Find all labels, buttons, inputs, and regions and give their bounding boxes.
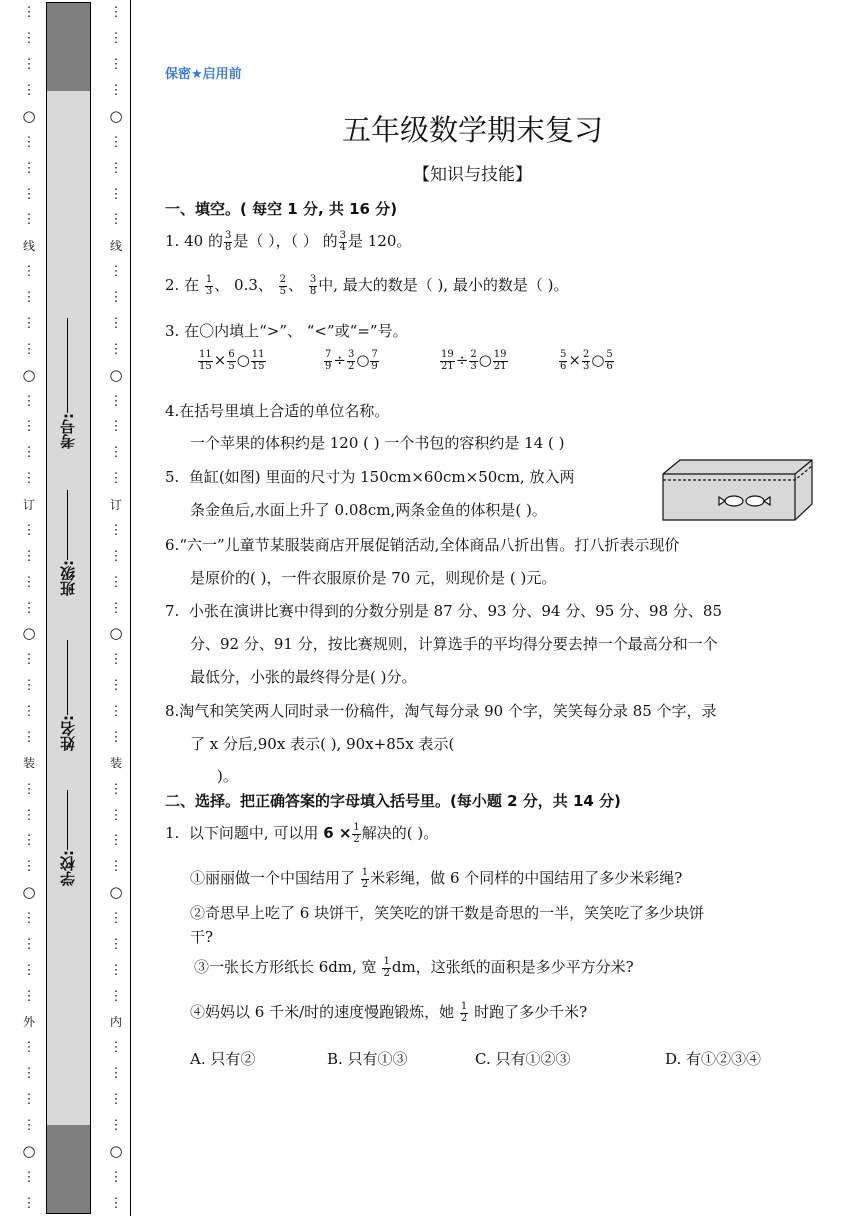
question-8: 8.淘气和笑笑两人同时录一份稿件，淘气每分录 90 个字，笑笑每分录 85 个字，录 bbox=[165, 702, 717, 720]
compare-expr-3: $\frac{19}{21}$ ÷ $\frac{2}{3}$ ○ $\frac{19}{21}$ bbox=[441, 349, 507, 372]
binding-char: 外 bbox=[22, 1015, 35, 1030]
compare-expr-1: $\frac{11}{15}$ × $\frac{6}{5}$ ○ $\frac{11}{15}$ bbox=[199, 349, 265, 372]
option-3: ③一张长方形纸长 6dm, 宽 $\frac{1}{2}$ dm，这张纸的面积是多少平方分米? bbox=[194, 956, 634, 979]
secret-label: 保密★启用前 bbox=[165, 67, 242, 82]
question-7: 7. 小张在演讲比赛中得到的分数分别是 87 分、93 分、94 分、95 分、98 分、85 bbox=[165, 602, 722, 620]
binding-char: 线 bbox=[109, 238, 122, 253]
question-1: 1. 40 的 $\frac{3}{8}$ 是（ ），（ ） 的 $\frac{3}{4}$ 是 120。 bbox=[165, 230, 412, 253]
section2-heading: 二、选择。把正确答案的字母填入括号里。(每小题 2 分，共 14 分) bbox=[165, 792, 621, 810]
option-2: ②奇思早上吃了 6 块饼干，笑笑吃的饼干数是奇思的一半，笑笑吃了多少块饼 bbox=[190, 904, 705, 922]
question-6-line2: 是原价的( )，一件衣服原价是 70 元，则现价是 ( )元。 bbox=[190, 569, 557, 587]
question-3: 3. 在〇内填上“>”、 “<”或“=”号。 bbox=[165, 322, 408, 340]
compare-expr-4: $\frac{5}{6}$ × $\frac{2}{3}$ ○ $\frac{5}{6}$ bbox=[560, 349, 613, 372]
question-8-line3: )。 bbox=[217, 767, 238, 785]
section1-heading: 一、填空。( 每空 1 分, 共 16 分) bbox=[165, 200, 398, 218]
compare-expr-2: $\frac{7}{9}$ ÷ $\frac{3}{2}$ ○ $\frac{7}{9}$ bbox=[325, 349, 378, 372]
question-2: 2. 在 $\frac{1}{3}$ 、 0.3、 $\frac{2}{5}$ 、 $\frac{3}{8}$ 中, 最大的数是（ ), 最小的数是（ )。 bbox=[165, 274, 569, 297]
page-subtitle: 【知识与技能】 bbox=[413, 165, 532, 185]
class-field[interactable]: 班级: bbox=[46, 490, 89, 615]
question-5-line2: 条金鱼后,水面上升了 0.08cm,两条金鱼的体积是( )。 bbox=[190, 501, 547, 519]
choice-d[interactable]: D. 有①②③④ bbox=[665, 1050, 762, 1068]
binding-char: 内 bbox=[109, 1015, 122, 1030]
option-1: ①丽丽做一个中国结用了 $\frac{1}{2}$ 米彩绳，做 6 个同样的中国结用了多少米彩绳? bbox=[190, 867, 683, 890]
choice-b[interactable]: B. 只有①③ bbox=[327, 1050, 408, 1068]
option-2-line2: 干? bbox=[190, 928, 214, 946]
exam-number-field[interactable]: 考号: bbox=[46, 318, 89, 468]
question-5: 5. 鱼缸(如图) 里面的尺寸为 150cm×60cm×50cm, 放入两 bbox=[165, 468, 575, 486]
page-title: 五年级数学期末复习 bbox=[341, 113, 603, 147]
outer-dot-column: ⋮ ⋮ ⋮ ⋮ ○ ⋮ ⋮ ⋮ ⋮ 线 ⋮ ⋮ ⋮ ⋮ ○ ⋮ ⋮ ⋮ ⋮ 订 ⋮ ⋮ ⋮ ⋮ ○ ⋮ ⋮ ⋮ ⋮ 装 ⋮ ⋮ ⋮ ⋮ ○ ⋮ ⋮ ⋮ ⋮ 外 ⋮ ⋮ ⋮ ⋮ ○ ⋮ ⋮ bbox=[22, 5, 36, 1211]
choice-c[interactable]: C. 只有①②③ bbox=[475, 1050, 571, 1068]
question-4: 4.在括号里填上合适的单位名称。 bbox=[165, 402, 390, 420]
s2-question-1: 1. 以下问题中, 可以用 6 × $\frac{1}{2}$ 解决的( )。 bbox=[165, 822, 439, 845]
binding-char: 订 bbox=[109, 497, 122, 512]
binding-char: 装 bbox=[22, 756, 35, 771]
fish-tank-image bbox=[660, 456, 816, 524]
choice-a[interactable]: A. 只有② bbox=[190, 1050, 256, 1068]
inner-dot-column: ⋮ ⋮ ⋮ ⋮ ○ ⋮ ⋮ ⋮ ⋮ 线 ⋮ ⋮ ⋮ ⋮ ○ ⋮ ⋮ ⋮ ⋮ 订 ⋮ ⋮ ⋮ ⋮ ○ ⋮ ⋮ ⋮ ⋮ 装 ⋮ ⋮ ⋮ ⋮ ○ ⋮ ⋮ ⋮ ⋮ 内 ⋮ ⋮ ⋮ ⋮ ○ ⋮ ⋮ bbox=[109, 5, 123, 1211]
question-7-line2: 分、92 分、91 分，按比赛规则，计算选手的平均得分要去掉一个最高分和一个 bbox=[190, 635, 718, 653]
question-6: 6.“六一”儿童节某服装商店开展促销活动,全体商品八折出售。打八折表示现价 bbox=[165, 536, 680, 554]
option-4: ④妈妈以 6 千米/时的速度慢跑锻炼，她 $\frac{1}{2}$ 时跑了多少千米? bbox=[190, 1001, 588, 1024]
question-7-line3: 最低分，小张的最终得分是( )分。 bbox=[190, 668, 417, 686]
school-field[interactable]: 学校: bbox=[46, 790, 89, 900]
question-8-line2: 了 x 分后,90x 表示( ), 90x+85x 表示( bbox=[190, 735, 455, 753]
binding-char: 订 bbox=[22, 497, 35, 512]
name-field[interactable]: 姓名: bbox=[46, 640, 89, 770]
question-4-line2: 一个苹果的体积约是 120 ( ) 一个书包的容积约是 14 ( ) bbox=[190, 434, 565, 452]
binding-char: 装 bbox=[109, 756, 122, 771]
binding-char: 线 bbox=[22, 238, 35, 253]
